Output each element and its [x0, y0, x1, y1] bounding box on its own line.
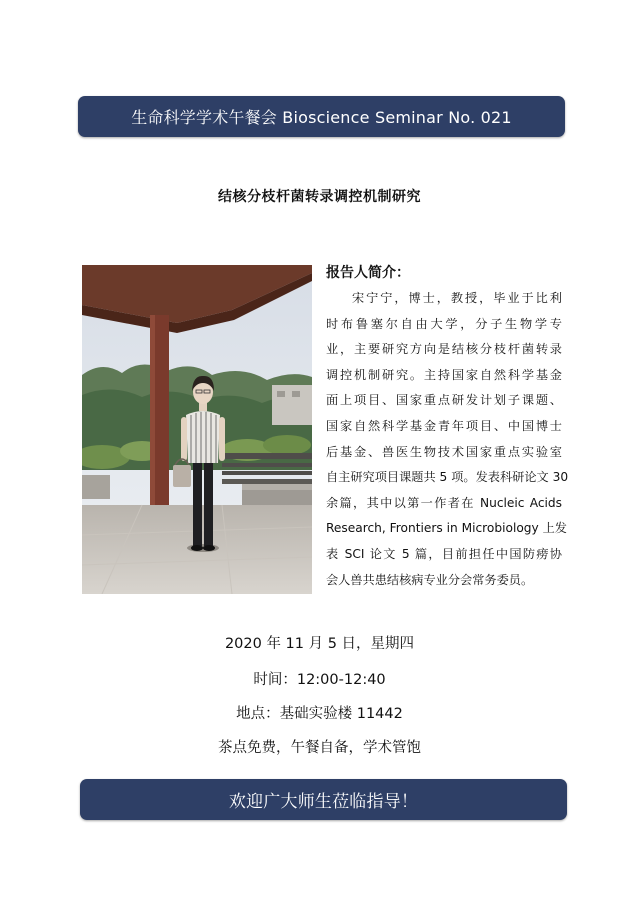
bio-line: 宋宁宁，博士，教授，毕业于比利 — [352, 291, 562, 305]
bio-line: 自主研究项目课题共 5 项。发表科研论文 30 — [326, 470, 569, 485]
speaker-bio — [326, 262, 569, 593]
event-location: 地点：基础实验楼 11442 — [236, 706, 403, 722]
bio-line: 余篇，其中以第一作者在 Nucleic Acids — [326, 495, 562, 510]
welcome-banner — [80, 779, 567, 820]
event-note: 茶点免费，午餐自备，学术管饱 — [218, 740, 421, 756]
bio-line: 调控机制研究。主持国家自然科学基金 — [326, 367, 562, 382]
bio-line: 表 SCI 论文 5 篇，目前担任中国防痨协 — [326, 546, 562, 561]
event-date: 2020 年 11 月 5 日，星期四 — [224, 636, 415, 652]
bio-heading: 报告人简介： — [326, 265, 410, 281]
bio-line: 面上项目、国家重点研发计划子课题、 — [326, 393, 562, 408]
bio-line: 会人兽共患结核病专业分会常务委员。 — [326, 572, 534, 587]
seminar-header-text: 生命科学学术午餐会 Bioscience Seminar No. 021 — [131, 108, 512, 127]
bio-line: 时布鲁塞尔自由大学，分子生物学专 — [326, 316, 562, 331]
bio-line: 后基金、兽医生物技术国家重点实验室 — [326, 444, 562, 459]
talk-title: 结核分枝杆菌转录调控机制研究 — [218, 189, 421, 205]
seminar-header-banner — [78, 96, 565, 137]
bio-line: 国家自然科学基金青年项目、中国博士 — [326, 418, 562, 433]
bio-line: Research, Frontiers in Microbiology 上发 — [326, 521, 567, 536]
bio-line: 业，主要研究方向是结核分枝杆菌转录 — [326, 342, 562, 357]
speaker-photo — [82, 265, 312, 594]
welcome-text: 欢迎广大师生莅临指导！ — [228, 792, 419, 812]
event-time: 时间：12:00-12:40 — [253, 672, 386, 688]
